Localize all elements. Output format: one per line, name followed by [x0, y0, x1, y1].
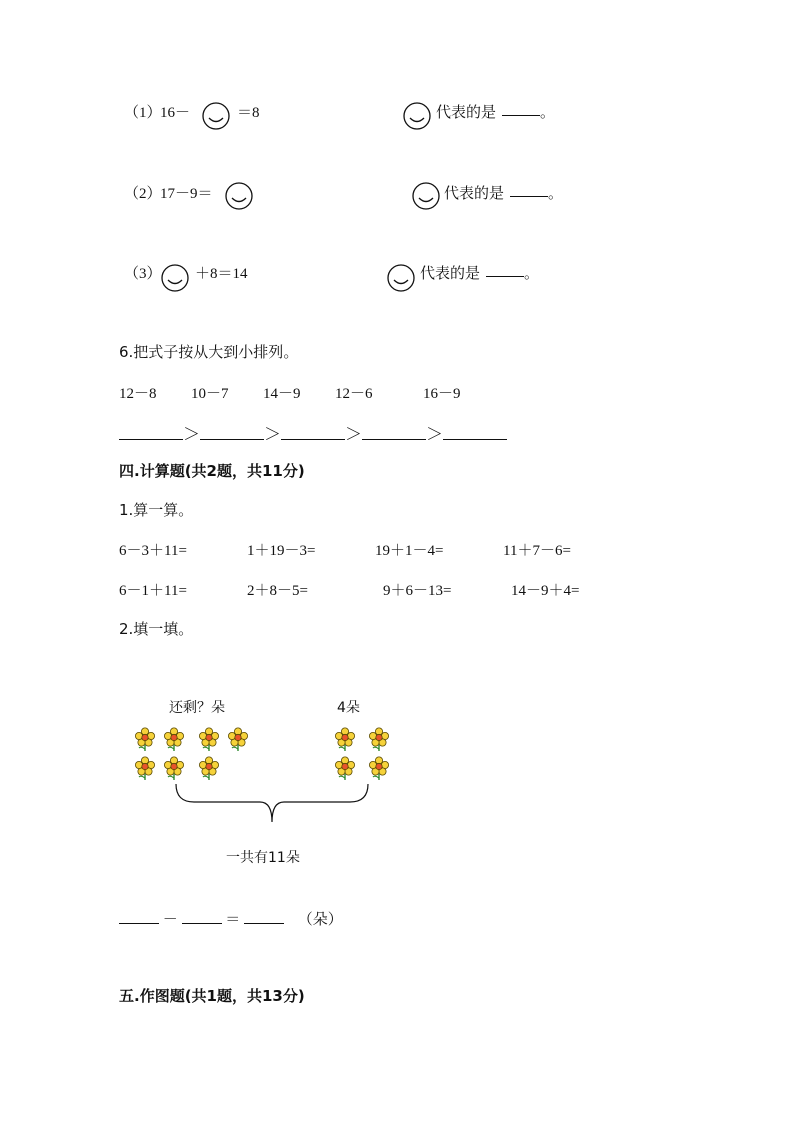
answer-blank[interactable]: [119, 909, 159, 924]
flower-icon: [163, 727, 185, 751]
remaining-label: 还剩？朵: [169, 700, 225, 716]
smiley-face-icon: [386, 263, 416, 293]
answer-blank[interactable]: [200, 423, 264, 440]
expression: 12－8: [119, 386, 157, 402]
equation-row: [119, 908, 343, 929]
four-flowers-label: 4朵: [337, 700, 360, 716]
section-5-title: 五.作图题(共1题，共13分): [119, 987, 305, 1005]
period: 。: [524, 266, 540, 282]
row-number: （2）: [124, 186, 162, 202]
calc-expression: 1＋19－3=: [247, 543, 316, 559]
answer-blank[interactable]: [510, 182, 548, 197]
section-4-title: 四.计算题(共2题，共11分): [119, 462, 305, 480]
calc-expression: 2＋8－5=: [247, 583, 308, 599]
greater-than-sign: ＞: [183, 425, 200, 444]
answer-blank[interactable]: [443, 423, 507, 440]
row-left-expr: 17－9＝: [160, 186, 213, 202]
represents-label: 代表的是: [420, 264, 481, 282]
represents-label: 代表的是: [444, 184, 505, 202]
smiley-face-icon: [224, 181, 254, 211]
total-label: 一共有11朵: [226, 850, 300, 866]
smiley-face-icon: [160, 263, 190, 293]
calc-expression: 14－9＋4=: [511, 583, 580, 599]
calc-expression: 9＋6－13=: [383, 583, 452, 599]
answer-blank[interactable]: [182, 909, 222, 924]
expression: 16－9: [423, 386, 461, 402]
flower-icon: [134, 727, 156, 751]
smiley-face-icon: [201, 101, 231, 131]
row-number: （3）: [124, 266, 162, 282]
answer-blank[interactable]: [119, 423, 183, 440]
row-left-expr: 16－: [160, 105, 191, 121]
flower-icon: [227, 727, 249, 751]
flower-icon: [368, 756, 390, 780]
flower-icon: [334, 727, 356, 751]
ordering-answer-row: [119, 420, 507, 445]
answer-blank[interactable]: [502, 101, 540, 116]
greater-than-sign: ＞: [264, 425, 281, 444]
smiley-face-icon: [402, 101, 432, 131]
calc-expression: 11＋7－6=: [503, 543, 571, 559]
answer-blank[interactable]: [244, 909, 284, 924]
flower-icon: [334, 756, 356, 780]
row-right-expr: ＋8＝14: [195, 266, 248, 282]
brace-icon: [172, 782, 372, 826]
greater-than-sign: ＞: [345, 425, 362, 444]
represents-label: 代表的是: [436, 103, 497, 121]
expression: 14－9: [263, 386, 301, 402]
calc-expression: 19＋1－4=: [375, 543, 444, 559]
equal-sign: ＝: [225, 912, 241, 928]
question-2-title: 2.填一填。: [119, 620, 194, 638]
flower-icon: [134, 756, 156, 780]
expression: 12－6: [335, 386, 373, 402]
period: 。: [548, 186, 564, 202]
period: 。: [540, 105, 556, 121]
flower-icon: [163, 756, 185, 780]
question-1-title: 1.算一算。: [119, 501, 194, 519]
row-right-expr: ＝8: [237, 105, 260, 121]
answer-blank[interactable]: [281, 423, 345, 440]
question-6-title: 6.把式子按从大到小排列。: [119, 343, 299, 361]
flower-icon: [368, 727, 390, 751]
row-number: （1）: [124, 105, 162, 121]
minus-sign: －: [162, 912, 178, 928]
flower-icon: [198, 727, 220, 751]
answer-blank[interactable]: [486, 262, 524, 277]
greater-than-sign: ＞: [426, 425, 443, 444]
unit-label: （朵）: [297, 912, 343, 928]
calc-expression: 6－3＋11=: [119, 543, 187, 559]
answer-blank[interactable]: [362, 423, 426, 440]
flower-icon: [198, 756, 220, 780]
calc-expression: 6－1＋11=: [119, 583, 187, 599]
smiley-face-icon: [411, 181, 441, 211]
expression: 10－7: [191, 386, 229, 402]
